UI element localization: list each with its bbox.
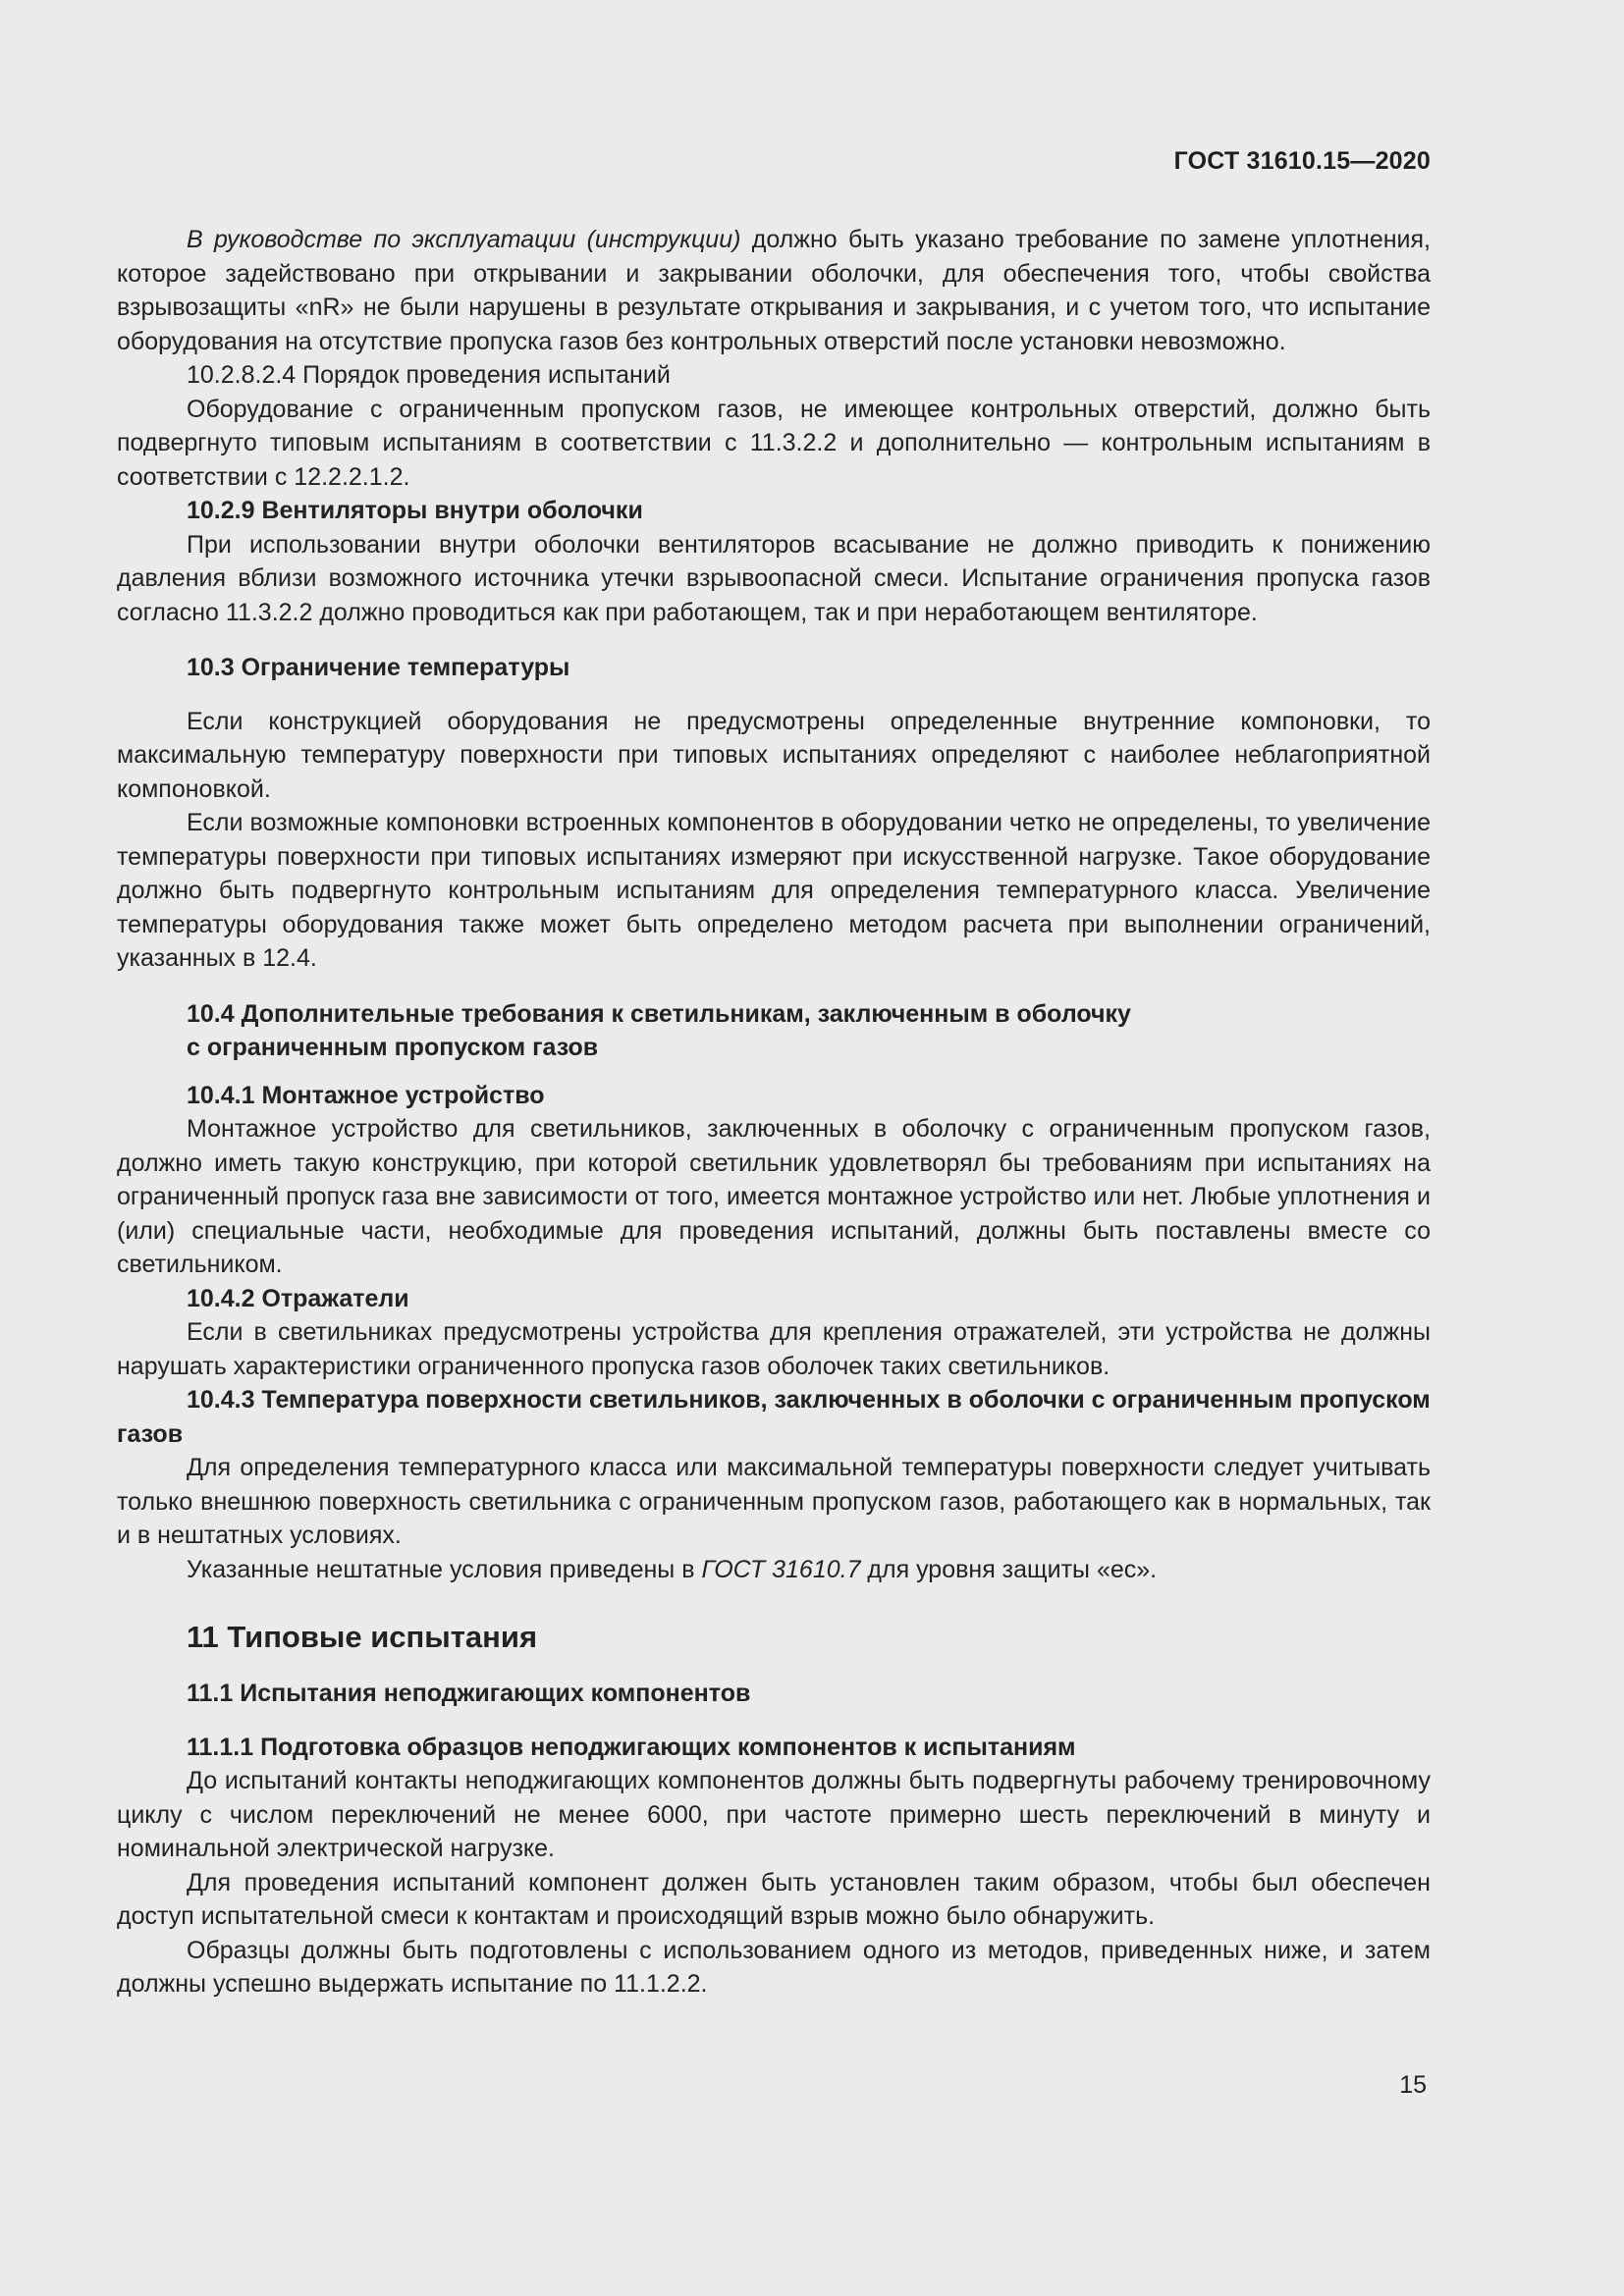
heading-10-4: [117, 997, 1431, 1065]
heading-10-2-9: 10.2.9 Вентиляторы внутри оболочки: [187, 497, 643, 524]
paragraph-temperature-layout: Если конструкцией оборудования не предусмотрены определенные внутренние компоновки, то максимальную температуру поверхности при типовых испытаниях определяют с наиболее неблагоприятной компоновкой.: [117, 707, 1431, 803]
heading-section-11: 11 Типовые испытания: [187, 1620, 538, 1654]
paragraph-manual-seal-replacement: [117, 223, 1431, 358]
document-header-standard: ГОСТ 31610.15—2020: [1173, 147, 1431, 175]
page-number: 15: [1399, 2071, 1427, 2099]
heading-10-4-1: 10.4.1 Монтажное устройство: [187, 1081, 545, 1109]
paragraph-reflectors: Если в светильниках предусмотрены устройства для крепления отражателей, эти устройства не должны нарушать характеристики ограниченного пропуска газов оболочек таких светильников.: [117, 1318, 1431, 1380]
subsection-10-2-8-2-4-title: 10.2.8.2.4 Порядок проведения испытаний: [187, 361, 671, 389]
paragraph-text: должно быть указано требование по замене уплотнения, которое задействовано при открывании и закрывании оболочки, для обеспечения того, чтобы свойства взрывозащиты «nR» не были нарушены в результате открывания и закрывания, и с учетом того, что испытание оборудования на отсутствие пропуска газов без контрольных отверстий после установки невозможно.: [117, 226, 1431, 355]
page-body: [117, 223, 1431, 2002]
paragraph-component-installation: Для проведения испытаний компонент должен быть установлен таким образом, чтобы был обеспечен доступ испытательной смеси к контактам и происходящий взрыв можно было обнаружить.: [117, 1868, 1431, 1930]
heading-10-3: 10.3 Ограничение температуры: [187, 654, 570, 681]
paragraph-abnormal-conditions: [117, 1553, 1431, 1587]
paragraph-sample-preparation: Образцы должны быть подготовлены с использованием одного из методов, приведенных ниже, и затем должны успешно выдержать испытание по 11.1.2.2.: [117, 1936, 1431, 1998]
heading-10-4-line1: 10.4 Дополнительные требования к светильникам, заключенным в оболочку: [187, 999, 1131, 1028]
paragraph-text: для уровня защиты «ec».: [860, 1555, 1158, 1583]
paragraph-fans: При использовании внутри оболочки вентиляторов всасывание не должно приводить к понижению давления вблизи возможного источника утечки взрывоопасной смеси. Испытание ограничения пропуска газов согласно 11.3.2.2 должно проводиться как при работающем, так и при неработающем вентиляторе.: [117, 530, 1431, 626]
paragraph-training-cycle: До испытаний контакты неподжигающих компонентов должны быть подвергнуты рабочему тренировочному циклу с числом переключений не менее 6000, при частоте примерно шесть переключений в минуту и номинальной электрической нагрузке.: [117, 1767, 1431, 1862]
italic-term-manual: В руководстве по эксплуатации (инструкции): [187, 226, 741, 253]
paragraph-text: Указанные нештатные условия приведены в: [187, 1555, 702, 1583]
heading-11-1: 11.1 Испытания неподжигающих компонентов: [187, 1680, 751, 1707]
paragraph-mounting-device: Монтажное устройство для светильников, заключенных в оболочку с ограниченным пропуском газов, должно иметь такую конструкцию, при которой светильник удовлетворял бы требованиям при испытаниях на ограниченный пропуск газа вне зависимости от того, имеется монтажное устройство или нет. Любые уплотнения и (или) специальные части, необходимые для проведения испытаний, должны быть поставлены вместе со светильником.: [117, 1115, 1431, 1278]
italic-reference-gost: ГОСТ 31610.7: [701, 1555, 861, 1583]
paragraph-surface-temperature: Для определения температурного класса или максимальной температуры поверхности следует учитывать только внешнюю поверхность светильника с ограниченным пропуском газов, работающего как в нормальных, так и в нештатных условиях.: [117, 1454, 1431, 1549]
heading-10-4-3: 10.4.3 Температура поверхности светильников, заключенных в оболочки с ограниченным пропуском газов: [117, 1386, 1431, 1448]
paragraph-temperature-measurement: Если возможные компоновки встроенных компонентов в оборудовании четко не определены, то увеличение температуры поверхности при типовых испытаниях измеряют при искусственной нагрузке. Такое оборудование должно быть подвергнуто контрольным испытаниям для определения температурного класса. Увеличение температуры оборудования также может быть определено методом расчета при выполнении ограничений, указанных в 12.4.: [117, 809, 1431, 972]
heading-10-4-line2: с ограниченным пропуском газов: [187, 1034, 599, 1061]
heading-10-4-2: 10.4.2 Отражатели: [187, 1284, 409, 1312]
heading-11-1-1: 11.1.1 Подготовка образцов неподжигающих компонентов к испытаниям: [187, 1733, 1076, 1761]
paragraph-test-procedure: Оборудование с ограниченным пропуском газов, не имеющее контрольных отверстий, должно быть подвергнуто типовым испытаниям в соответствии с 11.3.2.2 и дополнительно — контрольным испытаниям в соответствии с 12.2.2.1.2.: [117, 395, 1431, 491]
